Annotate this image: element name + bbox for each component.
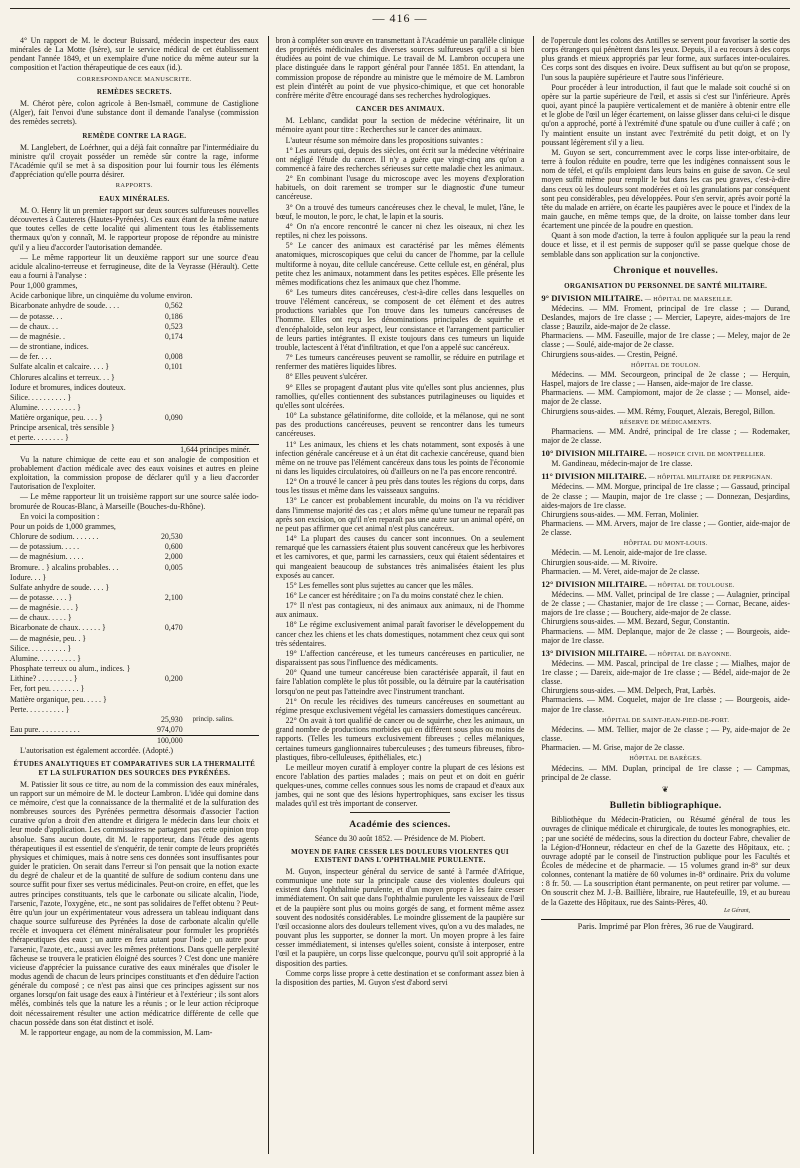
analysis-substance: Bromure. . } alcalins probables. . . xyxy=(10,562,119,572)
paragraph-lambron-continued: M. le rapporteur engage, au nom de la commission, M. Lam- xyxy=(20,1027,213,1037)
heading-organisation: ORGANISATION DU PERSONNEL DE SANTÉ MILITAIRE. xyxy=(564,281,768,290)
proposition-item: 10° La substance gélatiniforme, dite colloïde, et la mélanose, qui ne sont pas des productions cancéreuses, peuvent se rencontrer dans les tumeurs cancéreuses. xyxy=(275,411,525,439)
analysis-value: 0,005 xyxy=(164,562,183,572)
proposition-item: 11° Les animaux, les chiens et les chats notamment, sont exposés à une infection générale cancéreuse et à un état dit cachexie cancéreuse, quand bien même on ne trouve pas l'élément cancéreux dans tous les points de l'économie ni dans les liquides circulatoires, où d'ailleurs on ne l'a pas encore rencontré. xyxy=(275,439,525,476)
hospital-title: HÔPITAL DE TOULON. xyxy=(631,361,701,369)
analysis-row xyxy=(10,312,259,321)
analysis-substance: Principe arsenical, très sensible } xyxy=(10,423,115,433)
analysis-note xyxy=(193,393,259,402)
analysis-substance: Matière organique, peu. . . . } xyxy=(10,413,103,423)
analysis-note xyxy=(193,674,259,683)
proposition-item: 6° Les tumeurs dites cancéreuses, c'est-à-dire celles dans lesquelles on trouve l'élément cancéreux, se composent de cet élément et des autres productions variables que l'on trouve dans les tumeurs cancéreuses de l'homme. Elles ont reçu les dénominations principales de squirrhe et d'encéphaloïde, selon leur aspect, leur consistance et l'arrangement particulier de leurs parties intégrantes. Il existe toujours dans ces tumeurs un liquide trouble, lactescent à l'état d'infiltration, et que l'on a appelé suc cancéreux. xyxy=(275,288,525,352)
paragraph-patissier: M. Patissier lit sous ce titre, au nom de la commission des eaux minérales, un rapport sur un mémoire de M. le docteur Lambron. L'idée qui domine dans ce mémoire, c'est que la connaissance de la thermalité et de la sulfuration des nombreuses sources des Pyrénées permettra désormais d'associer l'action curative qu'on a droit d'en attendre et dirigera le médecin dans leur choix et leur mode d'application. Les commissaires ne partagent pas cette opinion trop absolue. Sans aucun doute, dit M. le rapporteur, dans l'étude des agents thérapeutiques il est essentiel de s'enquérir, de tenir compte de leurs propriétés physiques et chimiques, mais à notre sens ces données sont insuffisantes pour guider le praticien. On serait dans l'erreur si l'on pensait que la notion exacte du degré de chaleur et de la quantité de sulfure de sodium contenu dans une source suffit pour fixer ses vertus médicinales. Peut-on croire, en effet, que les autres principes constituants, tels que le carbonate ou silicate alcalin, l'iode, l'arsenic, l'azote, l'oxygène, etc., ne sont pas solidaires de l'effet obtenu ? Peut-être qu'un jour un expérimentateur vous adressera un tableau indiquant dans chaque source sulfureuse des Pyrénées la dose de carbonate alcalin qu'elle recèle et invoquera cet élément minéralisateur pour formuler les propriétés thérapeutiques des eaux ; un autre en fera autant pour l'iode ; un autre pour l'arsenic, l'azote, etc., aussi avec les mêmes prétentions. Dans quelle perplexité fâcheuse se trouvera le praticien éloigné des sources ? C'est donc une manière vicieuse d'apprécier la puissance curative des eaux minérales que d'isoler le modus agendi de chacun de leurs principes constituants et d'en déduire l'action générale du composé ; ce n'est pas ainsi que ces principes agissent sur nos organes lorsqu'on fait usage des eaux à l'intérieur et à l'extérieur ; ils sont alors mêlés, combinés tels que la nature les a réunis ; or le leur action réciproque doit nécessairement résulter une action médicatrice différente de celle que chacun possède dans son état distinct et isolé. xyxy=(10,779,259,1027)
analysis-value: 0,200 xyxy=(164,674,183,684)
analysis-note xyxy=(193,654,259,663)
proposition-item: 12° On a trouvé le cancer à peu près dans toutes les régions du corps, dans tous les tissus et même dans les vaisseaux sanguins. xyxy=(275,477,525,496)
proposition-item: 3° On a trouvé des tumeurs cancéreuses chez le cheval, le mulet, l'âne, le bœuf, le mouton, le porc, le chat, le lapin et la souris. xyxy=(275,202,525,221)
proposition-item: 2° En combinant l'usage du microscope avec les moyens d'exploration habituels, on doit rarement se tromper sur le diagnostic d'une tumeur cancéreuse. xyxy=(275,174,525,202)
analysis-note xyxy=(193,623,259,632)
division-place: — HOSPICE CIVIL DE MONTPELLIER. xyxy=(649,451,766,459)
analysis-value xyxy=(135,695,191,704)
analysis-substance: Matière organique, peu. . . . . } xyxy=(10,694,107,704)
analysis-value xyxy=(135,342,191,351)
analysis-value xyxy=(135,373,191,382)
analysis-substance: Bicarbonate de chaux. . . . . . } xyxy=(10,623,106,633)
analysis-value: 0,008 xyxy=(164,352,183,362)
analysis-value: 0,600 xyxy=(164,542,183,552)
printer-imprint: Paris. Imprimé par Plon frères, 36 rue de Vaugirard. xyxy=(577,920,754,931)
proposition-item: 21° On recule les récidives des tumeurs cancéreuses en soumettant au régime presque exclusivement végétal les carnassiers domestiques cancéreux. xyxy=(275,696,525,715)
analysis-substance: Acide carbonique libre, un cinquième du volume environ. xyxy=(10,291,193,301)
analysis-note xyxy=(193,573,259,582)
analysis-value: 20,530 xyxy=(160,532,183,542)
analysis-substance: Fer, fort peu. . . . . . . . } xyxy=(10,684,85,694)
analysis-row xyxy=(10,552,259,561)
paragraph-langlebert: M. Langlebert, de Loérhner, qui a déjà fait connaître par l'intermédiaire du ministre qu'il croyait posséder un remède sûr contre la rage, informe l'Académie qu'il se met à sa disposition pour lui fournir tous les éléments d'appréciation qu'elle pourra désirer. xyxy=(10,142,259,180)
paragraph-auteur: L'auteur résume son mémoire dans les propositions suivantes : xyxy=(285,135,484,145)
analysis-row xyxy=(10,373,259,382)
division-name: 10° DIVISION MILITAIRE. xyxy=(541,448,648,459)
analysis-substance: Silice. . . . . . . . . . } xyxy=(10,643,72,653)
divisions-list xyxy=(541,294,790,782)
paragraph-adoptee: L'autorisation est également accordée. (Adopté.) xyxy=(20,746,174,756)
column-1 xyxy=(10,36,259,1154)
analysis-2-total: 100,000 xyxy=(157,736,183,746)
division-staff: Médecin. — M. Lenoir, aide-major de 1re classe. Chirurgien sous-aide. — M. Rivoire. Pharmacien. — M. Veret, aide-major de 2e classe. xyxy=(541,548,707,576)
analysis-value xyxy=(135,403,191,412)
analysis-substance: Alumine. . . . . . . . . . } xyxy=(10,403,81,413)
paragraph-guyon: M. Guyon, inspecteur général du service de santé à l'armée d'Afrique, communique une note sur la principale cause des violentes douleurs qui existent dans l'ophthalmie purulente, et d'un moyen propre à les faire cesser immédiatement. On sait que dans l'ophthalmie purulente les vaisseaux de l'œil et de la paupière sont plus ou moins gorgés de sang, et forment même assez souvent des nodosités considérables. Le moindre glissement de la paupière sur l'œil occasionne alors des douleurs tellement vives, qu'on a vu des malades, ne pouvant plus les supporter, se donner la mort. Un moyen propre à les faire cesser immédiatement, si intenses qu'elles soient, consiste à interposer, entre l'œil et la paupière, un corps lisse quelconque, pourvu qu'il soit approprié à la disposition des parties. xyxy=(275,867,525,968)
analysis-substance: — de strontiane, indices. xyxy=(10,342,89,352)
columns xyxy=(10,36,790,1154)
analysis-substance: — de magnésie. . . . } xyxy=(10,603,79,613)
heading-eaux-minerales: EAUX MINÉRALES. xyxy=(99,194,170,203)
analysis-substance: — de magnésium. . . . . xyxy=(10,552,84,562)
heading-remede-rage: REMÈDE CONTRE LA RAGE. xyxy=(82,131,187,140)
analysis-row xyxy=(10,725,259,734)
division-staff: Médecins. — MM. Duplan, principal de 1re classe ; — Campmas, principal de 2e classe. xyxy=(541,763,791,782)
analysis-row xyxy=(10,291,259,300)
paragraph-intro: 4° Un rapport de M. le docteur Buissard, médecin inspecteur des eaux minérales de La Motte (Isère), sur le service médical de cet établissement pendant l'année 1849, et un exemplaire d'une notice du même auteur sur la composition et l'action thérapeutique de ces eaux (id.). xyxy=(10,36,259,73)
analysis-substance: — de potasse. . . xyxy=(10,311,63,321)
analysis-row xyxy=(10,623,259,632)
paragraph-quant: Quant à son mode d'action, la terre à foulon appliquée sur la peau la rend douce et lisse, et il est permis de supposer qu'il se passe quelque chose de semblable dans son application sur la conjonctive. xyxy=(541,231,791,259)
division-staff: Médecins. — MM. Secourgeon, principal de 2e classe ; — Herquin, Haspel, majors de 1re classe ; — Hansen, aide-major de 1re classe. Pharmaciens. — MM. Campiomont, major de 2e classe ; — Monsel, aide-major de 2e classe. Chirurgiens sous-aides. — MM. Rémy, Fouquet, Alezais, Beregol, Billon. xyxy=(541,369,791,416)
analysis-note xyxy=(193,634,259,643)
analysis-1-header: Pour 1,000 grammes, xyxy=(10,281,78,291)
analysis-row xyxy=(10,423,259,432)
proposition-item: 18° Le régime exclusivement animal paraît favoriser le développement du cancer chez les chiens et les chats domestiques, notamment chez ceux qui sont très sédentaires. xyxy=(275,620,525,648)
analysis-value xyxy=(135,664,191,673)
proposition-item: 14° La plupart des causes du cancer sont inconnues. On a seulement remarqué que les carnassiers étaient plus souvent cancéreux que les herbivores et les carnivores, et que, parmi les carnassiers, ceux qui étaient sédentaires et qui mangeaient beaucoup de substances très animalisées étaient les plus exposés au cancer. xyxy=(275,534,525,580)
top-rule xyxy=(10,8,790,9)
hospital-title: HÔPITAL DU MONT-LOUIS. xyxy=(623,540,708,548)
paragraph-proceder: Pour procéder à leur introduction, il faut que le malade soit couché si on opère sur la partie supérieure de l'œil, et assis si c'est sur l'inférieure. Après quoi, ayant pincé la paupière verticalement et de manière à obtenir entre elle et le globe de l'œil un léger écartement, on laisse glisser dans celui-ci le disque qu'on a approché, porté à l'extrémité d'une spatule ou d'une cuiller à café ; on l'y maintient ensuite un instant avec l'extrémité du petit doigt, et on l'y poussant légèrement s'il y a lieu. xyxy=(541,82,791,147)
analysis-value xyxy=(135,583,191,592)
division-place: — HÔPITAL MILITAIRE DE PERPIGNAN. xyxy=(648,474,773,482)
analysis-note xyxy=(193,383,259,392)
division-staff: M. Gandineau, médecin-major de 1re classe. xyxy=(551,459,693,469)
analysis-value: 0,186 xyxy=(164,311,183,321)
analysis-substance: — de fer. . . . xyxy=(10,352,52,362)
analysis-value: 2,100 xyxy=(164,592,183,602)
analysis-value: 0,470 xyxy=(164,623,183,633)
analysis-substance: Iodure. . . } xyxy=(10,572,47,582)
analysis-row xyxy=(10,362,259,371)
analysis-value xyxy=(135,634,191,643)
heading-moyen: MOYEN DE FAIRE CESSER LES DOULEURS VIOLENTES QUI EXISTENT DANS L'OPHTHALMIE PURULENTE. xyxy=(291,847,509,864)
analysis-row xyxy=(10,383,259,392)
heading-cancer: CANCER DES ANIMAUX. xyxy=(355,105,445,114)
analysis-value xyxy=(135,423,191,432)
analysis-1-total-row xyxy=(10,444,259,454)
heading-chronique: Chronique et nouvelles. xyxy=(613,265,719,276)
analysis-substance: Phosphate terreux ou alum., indices. } xyxy=(10,664,131,674)
analysis-note xyxy=(193,725,259,734)
proposition-item: 8° Elles peuvent s'ulcérer. xyxy=(285,372,368,382)
analysis-row xyxy=(10,644,259,653)
analysis-value xyxy=(135,644,191,653)
analysis-substance: Sulfate anhydre de soude. . . . } xyxy=(10,582,110,592)
division-title xyxy=(541,580,790,590)
analysis-substance: Eau pure. . . . . . . . . . . xyxy=(10,725,80,735)
analysis-note xyxy=(193,413,259,422)
analysis-value: 0,174 xyxy=(164,331,183,341)
analysis-2-total-row xyxy=(10,735,259,745)
analysis-note xyxy=(193,583,259,592)
analysis-row xyxy=(10,634,259,643)
division-place: — HÔPITAL DE MARSEILLE. xyxy=(644,295,733,303)
analysis-note xyxy=(193,342,259,351)
heading-bulletin: Bulletin bibliographique. xyxy=(609,801,722,812)
analysis-note xyxy=(193,664,259,673)
analysis-substance: Silice. . . . . . . . . . } xyxy=(10,392,72,402)
proposition-item: 22° On avait à tort qualifié de cancer ou de squirrhe, chez les animaux, un grand nombre de productions morbides qui en diffèrent sous plus ou moins de rapports. (Telles les tumeurs exclusivement fibreuses ; celles mélaniques, certaines tumeurs ganglionnaires tuberculeuses ; des tumeurs fibreuses, fibro-plastiques, fibro-celluleuses, épithéliales, etc.) xyxy=(275,716,525,762)
analysis-note xyxy=(193,352,259,361)
analysis-note xyxy=(193,563,259,572)
division-name: 11° DIVISION MILITAIRE. xyxy=(541,471,647,482)
analysis-substance: Iodure et bromures, indices douteux. xyxy=(10,382,126,392)
division-staff: Médecins. — MM. Froment, principal de 1re classe ; — Durand, Deslandes, majors de 1re classe ; — Mercier, Lapeyre, aides-majors de 1re classe ; Bauzilz, aide-major de 2e classe. Pharmaciens. — MM. Faseuille, major de 1re classe ; — Meley, major de 2e classe ; — Soulé, aide-major de 2e classe. Chirurgiens sous-aides. — Crestin, Peigné. xyxy=(541,303,791,359)
analysis-row xyxy=(10,674,259,683)
analysis-value: 2,000 xyxy=(164,552,183,562)
analysis-note xyxy=(193,332,259,341)
proposition-item: 1° Les auteurs qui, depuis des siècles, ont écrit sur la médecine vétérinaire ont négligé l'étude du cancer. Il n'y a guère que vingt-cinq ans qu'on a commencé à faire des recherches sérieuses sur cette maladie chez les animaux. xyxy=(275,145,525,173)
division-staff: Médecins. — MM. Morgue, principal de 1re classe ; — Gassaud, principal de 2e classe ; — Maupin, major de 1re classe ; — Donnezan, Desjardins, aides-majors de 1re classe. Chirurgiens sous-aides. — MM. Ferran, Molinier. Pharmaciens. — MM. Arvers, major de 1re classe ; — Gontier, aide-major de 2e classe. xyxy=(541,482,791,538)
analysis-note xyxy=(193,552,259,561)
analysis-row xyxy=(10,433,259,442)
column-3 xyxy=(533,36,790,1154)
analysis-note xyxy=(193,362,259,371)
analysis-row xyxy=(10,301,259,310)
analysis-note xyxy=(193,613,259,622)
analysis-value: 0,090 xyxy=(164,413,183,423)
analysis-note xyxy=(193,593,259,602)
analysis-note xyxy=(193,301,259,310)
analysis-value xyxy=(135,383,191,392)
ornament-divider: ❦ xyxy=(661,784,670,794)
analysis-note xyxy=(193,312,259,321)
analysis-value: 25,930 xyxy=(160,714,183,724)
analysis-substance xyxy=(10,715,133,724)
footer-rule xyxy=(541,919,790,920)
analysis-note xyxy=(193,705,259,714)
page-number: — 416 — xyxy=(372,11,428,25)
analysis-note: princip. salins. xyxy=(192,714,234,723)
analysis-note xyxy=(193,684,259,693)
analysis-row xyxy=(10,603,259,612)
analysis-value xyxy=(135,603,191,612)
analysis-row xyxy=(10,583,259,592)
analysis-note xyxy=(193,532,259,541)
proposition-item: 15° Les femelles sont plus sujettes au cancer que les mâles. xyxy=(285,580,474,590)
heading-correspondance: CORRESPONDANCE MANUSCRITE. xyxy=(76,75,192,83)
proposition-item: 5° Le cancer des animaux est caractérisé par les mêmes éléments anatomiques, microscopiques que celui du cancer de l'homme, par la cellule multiforme à noyau, dite cellule cancéreuse. Cette cellule est, en général, plus petite chez les animaux, notamment dans les petites espèces. Elle présente les mêmes modifications chez les animaux que chez l'homme. xyxy=(275,241,525,287)
paragraph-henry: M. O. Henry lit un premier rapport sur deux sources sulfureuses nouvelles découvertes à Cauterets (Hautes-Pyrénées). Ces eaux étant de la même nature que toutes celles de cette localité qui alimentent tous les établissements thermaux qu'on y connaît, M. le rapporteur propose de répondre au ministre qu'il y a lieu d'accorder l'autorisation demandée. xyxy=(10,205,259,252)
analysis-value: 974,070 xyxy=(157,725,183,735)
paragraph-veyrasse: — Le même rapporteur lit un deuxième rapport sur une source d'eau acidule alcalino-terreuse et ferrugineuse, dite de la Veyrasse (Hérault). Cette eau a fourni à l'analyse : xyxy=(10,252,259,280)
analysis-note xyxy=(193,322,259,331)
analysis-2-header: Pour un poids de 1,000 grammes, xyxy=(10,521,116,531)
analysis-value: 0,523 xyxy=(164,321,183,331)
proposition-item: 20° Quand une tumeur cancéreuse bien caractérisée apparaît, il faut en faire l'ablation complète le plus tôt possible, ou la détruire par la cautérisation lorsqu'on ne peut pas l'atteindre avec l'instrument tranchant. xyxy=(275,668,525,696)
analysis-substance: Chlorure de sodium. . . . . . . xyxy=(10,532,99,542)
heading-academie-sciences: Académie des sciences. xyxy=(349,819,451,830)
analysis-substance: — de chaux. . . xyxy=(10,321,58,331)
division-name: 12° DIVISION MILITAIRE. xyxy=(541,578,648,589)
proposition-item: Le meilleur moyen curatif à employer contre la plupart de ces lésions est encore l'ablation des parties malades ; mais on peut et on doit en guérir quelques-unes, comme celles connues sous les noms de crapaud et d'eaux aux jambes, qui ne sont que des lésions hypertrophiques, sans exciser les tissus malades qu'il est très important de conserver. xyxy=(275,762,525,809)
gerant-signature: Le Gérant, xyxy=(724,907,751,914)
analysis-value xyxy=(135,573,191,582)
analysis-substance: — de potasse. . . . } xyxy=(10,592,73,602)
analysis-row xyxy=(10,532,259,541)
division-title xyxy=(541,449,790,459)
paragraph-guyon-sert: M. Guyon se sert, concurremment avec le corps lisse inter-orbitaire, de terre à foulon réduite en poudre, terre que les indigènes connaissent sous le nom de téfel, et qu'ils emploient dans leurs bains en guise de savon. Ce seul moyen suffit même pour remplir le but dans les cas peu graves, c'est-à-dire dans ceux où les douleurs sont modérées et où les granulations par conséquent sont peu considérables, peu développées. Pour s'en servir, après avoir porté la tête du malade en arrière, on écarte les paupières avec le pouce et l'index de la main gauche, en même temps que, de la droite, on laisse tomber dans leur écartement une pincée de la poudre en question. xyxy=(541,147,791,231)
analysis-value: 0,562 xyxy=(164,301,183,311)
paragraph-composition: En voici la composition : xyxy=(20,511,100,521)
analysis-row xyxy=(10,563,259,572)
paragraph-bibliotheque: Bibliothèque du Médecin-Praticien, ou Résumé général de tous les ouvrages de clinique médicale et chirurgicale, de toutes les monographies, etc. ; par une société de médecins, sous la direction du docteur Fabre, chevalier de la Légion-d'Honneur, rédacteur en chef de la Gazette des Hôpitaux, etc. ; ouvrage adopté par le conseil de l'instruction publique pour les Facultés et Écoles de médecine et de pharmacie. — 15 volumes grand in-8° sur deux colonnes, contenant la matière de 60 volumes in-8° ordinaire. Prix du volume : 8 fr. 50. — La souscription étant permanente, on peut retirer par volume. — On souscrit chez M. J.-B. Baillière, libraire, rue Hautefeuille, 19, et au bureau de la Gazette des Hôpitaux, rue des Saints-Pères, 40. xyxy=(541,815,791,907)
division-place: — HÔPITAL DE BAYONNE. xyxy=(649,650,732,658)
analysis-row xyxy=(10,352,259,361)
analysis-row xyxy=(10,573,259,582)
division-name: 9° DIVISION MILITAIRE. xyxy=(541,292,643,303)
heading-rapports: RAPPORTS. xyxy=(115,182,153,190)
division-staff: Pharmaciens. — MM. André, principal de 1re classe ; — Rodemaker, major de 2e classe. xyxy=(541,426,791,446)
proposition-item: 7° Les tumeurs cancéreuses peuvent se ramollir, se réduire en putrilage et renfermer des matières liquides libres. xyxy=(275,353,525,372)
paragraph-seance: Séance du 30 août 1852. — Présidence de M. Piobert. xyxy=(314,833,486,843)
analysis-row xyxy=(10,654,259,663)
analysis-row xyxy=(10,413,259,422)
division-staff: Médecins. — MM. Tellier, major de 2e classe ; — Py, aide-major de 2e classe. Pharmacien. — M. Grise, major de 2e classe. xyxy=(541,724,791,753)
paragraph-roucas: — Le même rapporteur lit un troisième rapport sur une source salée iodo-bromurée de Roucas-Blanc, à Marseille (Bouches-du-Rhône). xyxy=(10,492,259,511)
analysis-row xyxy=(10,705,259,714)
analysis-1-total: 1,644 principes minér. xyxy=(180,444,251,454)
analysis-value xyxy=(135,433,191,442)
heading-etudes: ÉTUDES ANALYTIQUES ET COMPARATIVES SUR LA THERMALITÉ ET LA SULFURATION DES SOURCES DES PYRÉNÉES. xyxy=(13,760,256,777)
analysis-note xyxy=(193,433,259,442)
analysis-note xyxy=(193,542,259,551)
paragraph-leblanc: M. Leblanc, candidat pour la section de médecine vétérinaire, lit un mémoire ayant pour titre : Recherches sur le cancer des animaux. xyxy=(275,116,525,135)
analysis-substance: Lithine? . . . . . . . . . } xyxy=(10,674,78,684)
paragraph-cherot: M. Chérot père, colon agricole à Ben-Ismaël, commune de Castiglione (Alger), fait l'envoi d'une substance dont il demande l'analyse (commission des remèdes secrets). xyxy=(10,99,259,127)
analysis-note xyxy=(193,695,259,704)
analysis-row xyxy=(10,613,259,622)
paragraph-opercule: de l'opercule dont les colons des Antilles se servent pour favoriser la sortie des corps étrangers qui pénètrent dans les yeux. Depuis, il a eu recours à des corps plus grands et mieux appropriés par leur forme, aux surfaces inter-oculaires. Ces corps sont des disques en ivoire. Deux suffisent au but qu'on se propose, l'un sous la paupière supérieure et l'autre sous l'inférieure. xyxy=(541,36,791,82)
analysis-substance: — de chaux. . . . . } xyxy=(10,613,72,623)
analysis-table-1 xyxy=(10,281,259,454)
column-2 xyxy=(268,36,525,1154)
analysis-table-2 xyxy=(10,522,259,745)
analysis-row xyxy=(10,542,259,551)
analysis-value xyxy=(135,613,191,622)
analysis-row xyxy=(10,342,259,351)
analysis-row xyxy=(10,715,259,724)
analysis-value xyxy=(195,291,251,300)
analysis-row xyxy=(10,403,259,412)
analysis-substance: — de magnésie. . xyxy=(10,331,65,341)
division-title xyxy=(541,294,790,304)
paragraph-vu-1: Vu la nature chimique de cette eau et son analogie de composition et probablement d'action médicale avec des eaux voisines et autres en pleine exploitation, la commission propose de déclarer qu'il y a lieu d'accorder l'autorisation de l'exploiter. xyxy=(10,454,259,492)
division-name: 13° DIVISION MILITAIRE. xyxy=(541,647,648,658)
proposition-item: 19° L'affection cancéreuse, et les tumeurs cancéreuses en particulier, ne disparaissent pas sous l'influence des médicaments. xyxy=(275,648,525,668)
analysis-substance: — de magnésie, peu. . } xyxy=(10,633,87,643)
division-staff: Médecins. — MM. Vallet, principal de 1re classe ; — Aulagnier, principal de 2e classe ; — Chastanier, major de 1re classe ; — Cornac, Becane, aides-majors de 1re classe ; — Bouchery, aide-major de 2e classe. Chirurgiens sous-aides. — MM. Bezard, Segur, Constantin. Pharmaciens. — MM. Deplanque, major de 2e classe ; — Bourgeois, aide-major de 1re classe. xyxy=(541,589,791,645)
analysis-row xyxy=(10,593,259,602)
analysis-row xyxy=(10,695,259,704)
analysis-row xyxy=(10,664,259,673)
hospital-title: HÔPITAL DE BARÈGES. xyxy=(629,755,702,763)
proposition-item: 4° On n'a encore rencontré le cancer ni chez les oiseaux, ni chez les reptiles, ni chez les poissons. xyxy=(275,221,525,241)
analysis-substance: — de potassium. . . . . xyxy=(10,542,80,552)
analysis-row xyxy=(10,322,259,331)
analysis-substance: Alumine. . . . . . . . . . } xyxy=(10,653,81,663)
analysis-row xyxy=(10,393,259,402)
division-place: — HÔPITAL DE TOULOUSE. xyxy=(649,581,735,589)
division-title xyxy=(541,649,790,659)
paragraph-comme: Comme corps lisse propre à cette destination et se conformant assez bien à la disposition des parties, M. Guyon s'est d'abord servi xyxy=(275,968,525,987)
analysis-value xyxy=(135,705,191,714)
division-staff: Médecins. — MM. Pascal, principal de 1re classe ; — Mialhes, major de 1re classe ; — Dareix, aide-major de 1re classe ; — Bédel, aide-major de 2e classe. Chirurgiens sous-aides. — MM. Delpech, Prat, Larbès. Pharmaciens. — MM. Coquelet, major de 1re classe ; — Bourgeois, aide-major de 1re classe. xyxy=(541,658,791,714)
analysis-value: 0,101 xyxy=(164,362,183,372)
analysis-value xyxy=(135,393,191,402)
analysis-note xyxy=(193,403,259,412)
analysis-substance: Chlorures alcalins et terreux. . . } xyxy=(10,372,115,382)
division-title xyxy=(541,472,790,482)
proposition-item: 16° Le cancer est héréditaire ; on l'a du moins constaté chez le chien. xyxy=(285,591,504,601)
analysis-value xyxy=(135,654,191,663)
analysis-substance: Perte. . . . . . . . . . } xyxy=(10,704,70,714)
analysis-note xyxy=(193,644,259,653)
hospital-title: HÔPITAL DE SAINT-JEAN-PIED-DE-PORT. xyxy=(602,716,730,724)
analysis-value xyxy=(135,684,191,693)
proposition-item: 17° Il n'est pas contagieux, ni des animaux aux animaux, ni de l'homme aux animaux. xyxy=(275,601,525,620)
proposition-item: 13° Le cancer est probablement incurable, du moins on l'a vu récidiver dans l'immense majorité des cas ; et alors même qu'une tumeur ne reparaît pas après son excision, on qu'il n'en reparaît pas une autre sur un animal opéré, on ne peut pas affirmer que cet animal n'est plus cancéreux. xyxy=(275,496,525,533)
analysis-row xyxy=(10,684,259,693)
analysis-note xyxy=(193,423,259,432)
hospital-title: RÉSERVE DE MÉDICAMENTS. xyxy=(619,418,712,426)
paragraph-bron: bron à compléter son œuvre en transmettant à l'Académie un parallèle clinique des propriétés médicinales des diverses sources sulfureuses qu'il a si bien étudiées au point de vue chimique. Le travail de M. Lambron occupera une place distinguée dans le rapport général pour l'année 1851. En attendant, la commission propose de répondre au ministre que le mémoire de M. Lambron est plein d'intérêt au point de vue physico-chimique, et que cet honorable confrère mérite d'être encouragé dans ses recherches hydrologiques. xyxy=(275,36,525,100)
analysis-substance: et perte. . . . . . . . } xyxy=(10,433,69,443)
propositions-list xyxy=(276,146,525,809)
analysis-substance: Bicarbonate anhydre de soude. . . . xyxy=(10,301,120,311)
analysis-row xyxy=(10,332,259,341)
proposition-item: 9° Elles se propagent d'autant plus vite qu'elles sont plus anciennes, plus ramollies, qu'elles contiennent des substances putrilagineuses ou liquides et qu'elles sont ulcérées. xyxy=(275,382,525,410)
heading-remedes-secrets: REMÈDES SECRETS. xyxy=(96,88,172,97)
divider xyxy=(350,812,449,813)
analysis-note xyxy=(193,373,259,382)
analysis-note xyxy=(193,603,259,612)
analysis-substance: Sulfate alcalin et calcaire. . . . } xyxy=(10,362,110,372)
